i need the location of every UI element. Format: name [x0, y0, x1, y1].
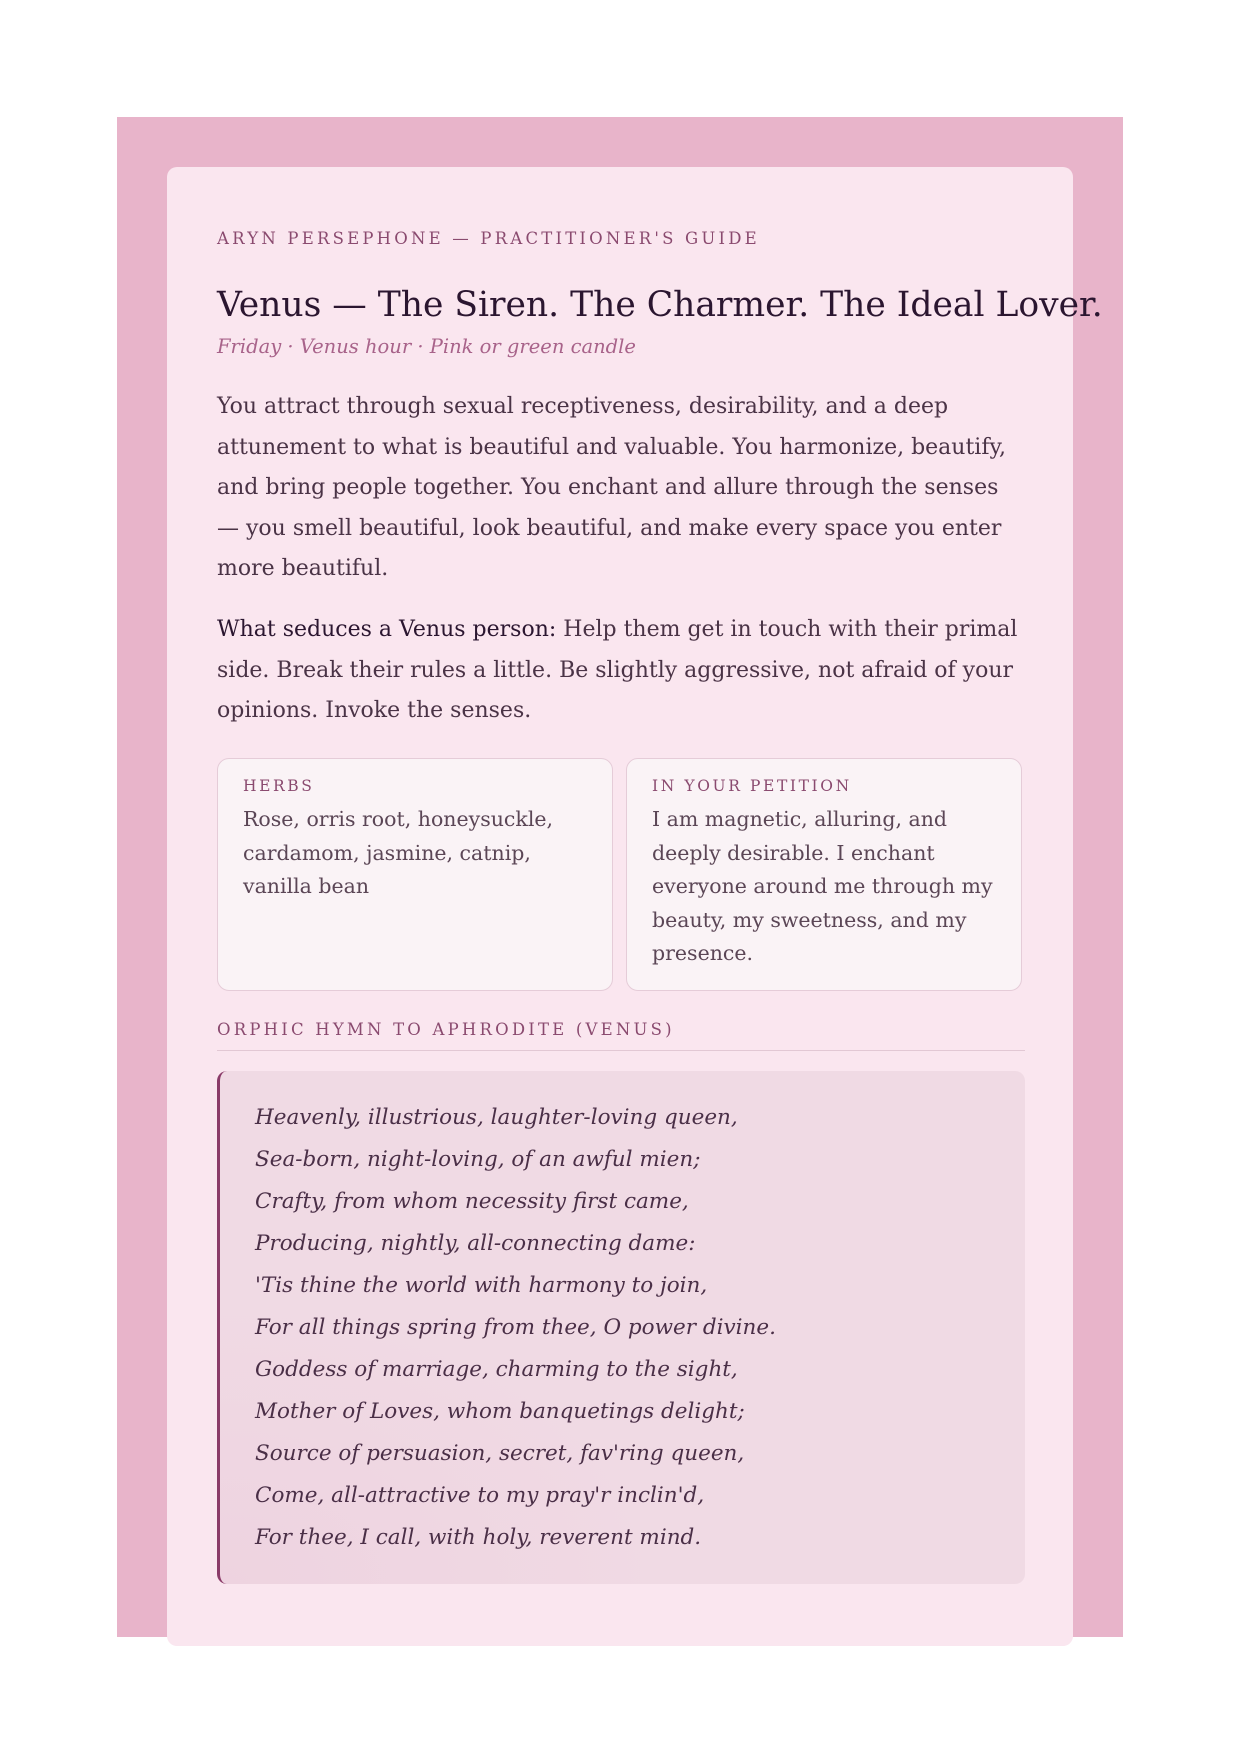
seduction-text: Help them get in touch with their primal side. Break their rules a little. Be slightly aggressive, not afraid of your opinions. Invoke the senses.	[217, 617, 1018, 723]
herbs-label: HERBS	[243, 777, 315, 795]
hymn-line: For all things spring from thee, O power divine.	[255, 1315, 776, 1340]
hymn-line: Sea-born, night-loving, of an awful mien;	[255, 1147, 701, 1172]
petition-text: I am magnetic, alluring, and deeply desirable. I enchant everyone around me through my beauty, my sweetness, and my presence.	[652, 807, 993, 965]
hymn-line: Source of persuasion, secret, fav'ring queen,	[255, 1441, 745, 1466]
petition-card	[626, 758, 1022, 991]
hymn-line: For thee, I call, with holy, reverent mind.	[255, 1525, 702, 1550]
hymn-line: Mother of Loves, whom banquetings delight;	[255, 1399, 745, 1424]
hymn-divider	[217, 1050, 1025, 1051]
hymn-line: Heavenly, illustrious, laughter-loving queen,	[255, 1105, 738, 1130]
herbs-card	[217, 758, 613, 991]
author-eyebrow: ARYN PERSEPHONE — PRACTITIONER'S GUIDE	[217, 229, 760, 248]
page-title: Venus — The Siren. The Charmer. The Ideal Lover.	[217, 285, 1103, 325]
hymn-line: Producing, nightly, all-connecting dame:	[255, 1231, 696, 1256]
hymn-line: Crafty, from whom necessity first came,	[255, 1189, 689, 1214]
seduction-lead: What seduces a Venus person:	[217, 617, 557, 642]
hymn-heading: ORPHIC HYMN TO APHRODITE (VENUS)	[217, 1020, 675, 1039]
seduction-paragraph	[217, 610, 1025, 732]
hymn-line: 'Tis thine the world with harmony to join,	[255, 1273, 708, 1298]
guide-card	[167, 167, 1103, 1646]
ritual-subtitle: Friday · Venus hour · Pink or green candle	[217, 335, 636, 358]
hymn-line: Come, all-attractive to my pray'r inclin'd,	[255, 1483, 705, 1508]
petition-label: IN YOUR PETITION	[652, 777, 852, 795]
hymn-blockquote	[217, 1071, 1025, 1584]
herbs-text: Rose, orris root, honeysuckle, cardamom, jasmine, catnip, vanilla bean	[243, 807, 554, 898]
description-paragraph: You attract through sexual receptiveness, desirability, and a deep attunement to what is beautiful and valuable. You harmonize, beautify, and bring people together. You enchant and allure through the senses — you smell beautiful, look beautiful, and make every space you enter more beautiful.	[217, 394, 1006, 581]
hymn-line: Goddess of marriage, charming to the sight,	[255, 1357, 738, 1382]
